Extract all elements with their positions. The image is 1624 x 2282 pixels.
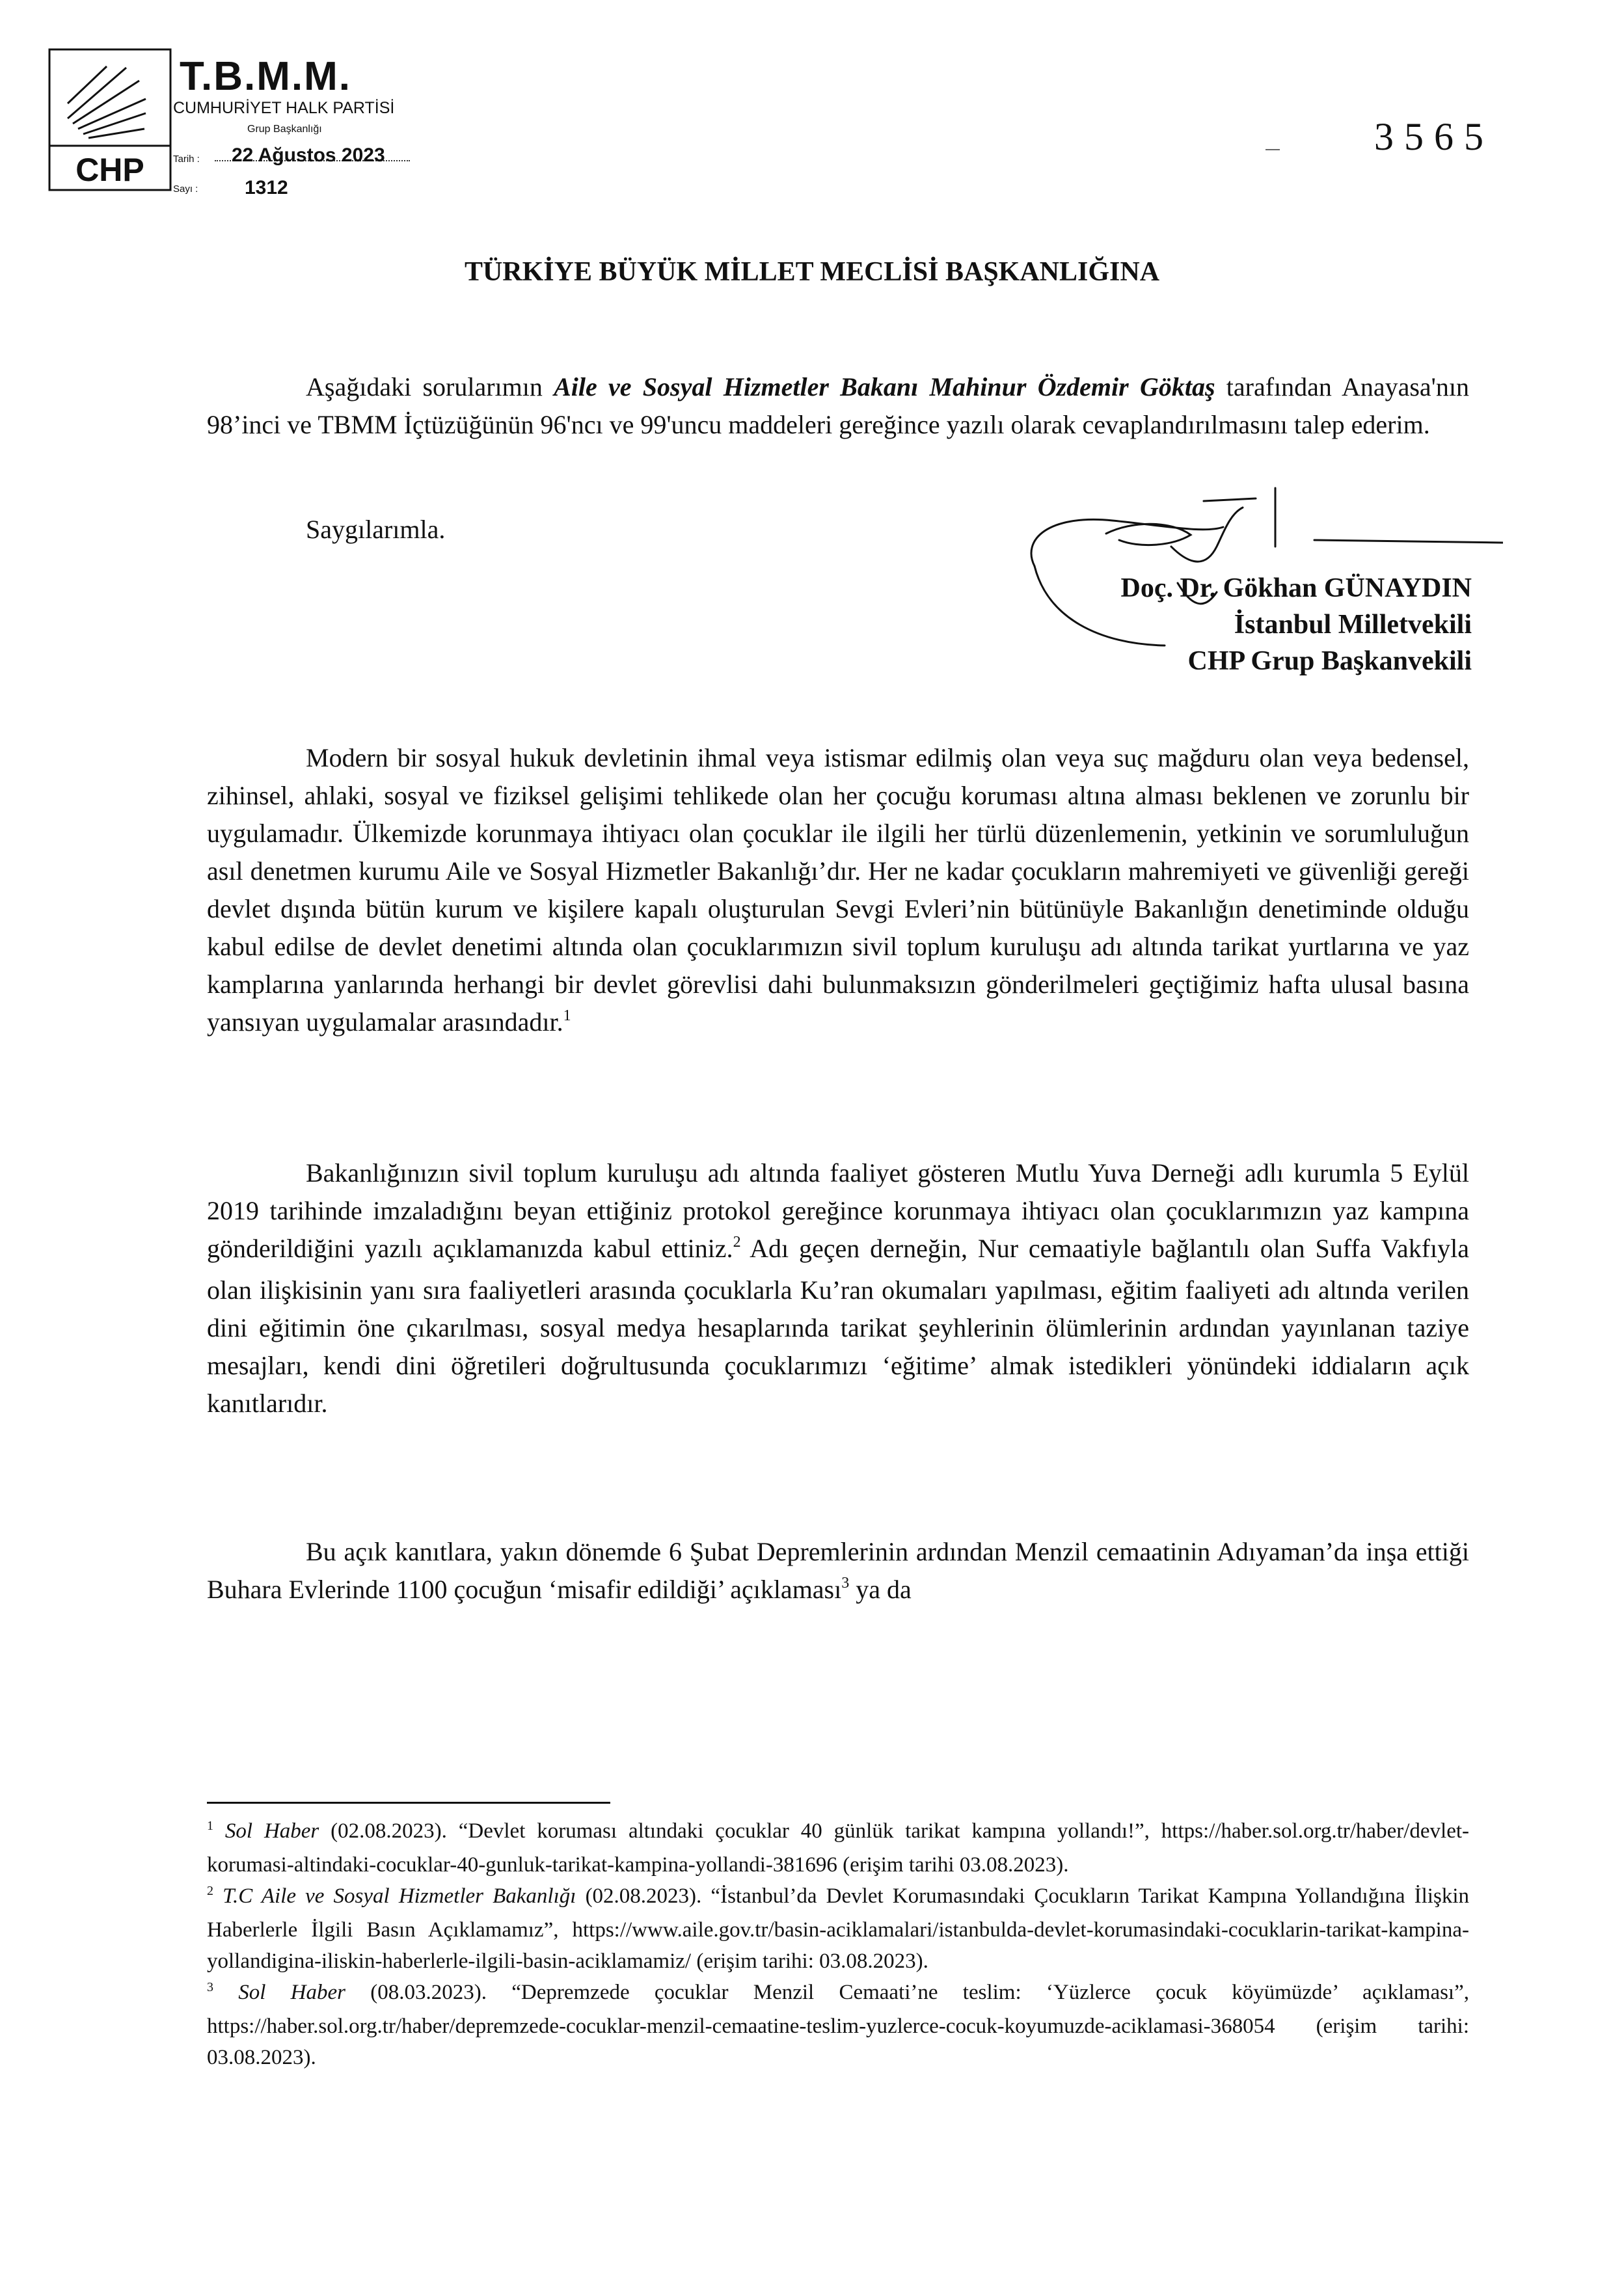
closing-salutation: Saygılarımla. (306, 515, 446, 544)
group-office: Grup Başkanlığı (247, 124, 322, 135)
footnotes (207, 1815, 1469, 2073)
footnote-source: Sol Haber (238, 1981, 346, 2004)
footnote-text: (02.08.2023). “İstanbul’da Devlet Korumasındaki Çocukların Tarikat Kampına Yollandığına İlişkin Haberlerle İlgili Basın Açıklamamız”, https://www.aile.gov.tr/basin-aciklamalari/istanbulda-devlet-korumasindaki-cocuklarin-tarikat-kampina-yollandigina-iliskin-haberlerle-ilgili-basin-aciklamamiz/ (erişim tarihi: 03.08.2023). (207, 1884, 1469, 1973)
body-paragraph-2-text-b: Adı geçen derneğin, Nur cemaatiyle bağlantılı olan Suffa Vakfıyla olan ilişkisinin yanı sıra faaliyetleri arasında çocuklarla Ku’ran okumaları yapılması, eğitim faaliyeti adı altında verilen dini eğitimin öne çıkarılması, sosyal medya hesaplarında tarikat şeyhlerinin ölümlerinin ardından yayınlanan taziye mesajları, kendi dini öğretileri doğrultusunda çocuklarımızı ‘eğitime’ almak istedikleri yönündeki iddiaların açık kanıtlarıdır. (207, 1234, 1469, 1418)
chp-logo (48, 48, 172, 191)
number-value: 1312 (245, 177, 288, 198)
footnote-separator (207, 1802, 610, 1804)
footnote-2 (207, 1881, 1469, 1977)
margin-dash (1265, 149, 1280, 150)
date-label: Tarih : (173, 154, 200, 165)
number-label: Sayı : (173, 183, 198, 195)
footnote-source: Sol Haber (224, 1819, 319, 1843)
body-paragraph-2 (207, 1154, 1469, 1422)
signatory-name: Doç. Dr. Gökhan GÜNAYDIN (1120, 573, 1472, 603)
footnote-3 (207, 1977, 1469, 2073)
body-paragraph-2-text-a: Bakanlığınızın sivil toplum kuruluşu adı altında faaliyet gösteren Mutlu Yuva Derneği adlı kurumla 5 Eylül 2019 tarihinde imzaladığını beyan ettiğiniz protokol gereğince korunmaya ihtiyacı olan çocuklarımızın yaz kampına gönderildiğini yazılı açıklamanızda kabul ettiniz. (207, 1158, 1469, 1263)
logo-text: CHP (75, 152, 144, 188)
footnote-number: 1 (207, 1819, 213, 1833)
six-arrows-icon (68, 66, 146, 138)
footnote-1 (207, 1815, 1469, 1881)
footnote-ref-2: 2 (733, 1234, 741, 1251)
document-number: 3565 (1374, 115, 1494, 158)
letterhead-title: T.B.M.M. (180, 54, 351, 99)
footnote-number: 2 (207, 1884, 213, 1898)
minister-name: Aile ve Sosyal Hizmetler Bakanı Mahinur Özdemir Göktaş (554, 372, 1215, 401)
signature-block (1121, 570, 1472, 679)
footnote-source: T.C Aile ve Sosyal Hizmetler Bakanlığı (223, 1884, 576, 1908)
addressee-heading: TÜRKİYE BÜYÜK MİLLET MECLİSİ BAŞKANLIĞINA (464, 257, 1160, 287)
body-paragraph-1 (207, 739, 1469, 1045)
signatory-title-1: İstanbul Milletvekili (1234, 610, 1472, 640)
footnote-number: 3 (207, 1980, 213, 1994)
body-paragraph-3 (207, 1533, 1469, 1612)
intro-paragraph (207, 368, 1469, 444)
party-name: CUMHURİYET HALK PARTİSİ (173, 99, 395, 117)
signatory-title-2: CHP Grup Başkanvekili (1187, 646, 1472, 676)
footnote-ref-3: 3 (841, 1575, 850, 1592)
footnote-text: (08.03.2023). “Depremzede çocuklar Menzil Cemaati’ne teslim: ‘Yüzlerce çocuk köyümüzde’ açıklaması”, https://haber.sol.org.tr/haber/depremzede-cocuklar-menzil-cemaatine-teslim-yuzlerce-cocuk-koyumuzde-aciklamasi-368054 (erişim tarihi: 03.08.2023). (207, 1981, 1470, 2069)
body-paragraph-1-text: Modern bir sosyal hukuk devletinin ihmal veya istismar edilmiş olan veya suç mağduru olan veya bedensel, zihinsel, ahlaki, sosyal ve fiziksel gelişimi tehlikede olan her çocuğu koruması altına alması beklenen ve zorunlu bir uygulamadır. Ülkemizde korunmaya ihtiyacı olan çocuklar ile ilgili her türlü düzenlemenin, yetkinin ve sorumluluğun asıl denetmen kurumu Aile ve Sosyal Hizmetler Bakanlığı’dır. Her ne kadar çocukların mahremiyeti ve güvenliği gereği devlet dışında bütün kurum ve kişilere kapalı oluşturulan Sevgi Evleri’nin bütünüyle Bakanlığın denetiminde olduğu kabul edilse de devlet denetimi altında olan çocuklarımızın sivil toplum kuruluşu adı altında tarikat yurtlarına ve yaz kamplarına yanlarında herhangi bir devlet görevlisi dahi bulunmaksızın gönderilmeleri geçtiğimiz hafta ulusal basına yansıyan uygulamalar arasındadır. (207, 743, 1469, 1037)
footnote-text: (02.08.2023). “Devlet koruması altındaki çocuklar 40 günlük tarikat kampına yollandı!”, https://haber.sol.org.tr/haber/devlet-korumasi-altindaki-cocuklar-40-gunluk-tarikat-kampina-yollandi-381696 (erişim tarihi 03.08.2023). (207, 1819, 1470, 1877)
intro-text-before: Aşağıdaki sorularımın (306, 372, 554, 401)
body-paragraph-3-text-a: Bu açık kanıtlara, yakın dönemde 6 Şubat Depremlerinin ardından Menzil cemaatinin Adıyaman’da inşa ettiği Buhara Evlerinde 1100 çocuğun ‘misafir edildiği’ açıklaması (207, 1537, 1469, 1604)
body-paragraph-3-text-b: ya da (849, 1575, 912, 1604)
date-value: 22 Ağustos 2023 (232, 144, 385, 166)
intro-text-after: tarafından Anayasa'nın 98’inci ve TBMM İçtüzüğünün 96'ncı ve 99'uncu maddeleri gereğince yazılı olarak cevaplandırılmasını talep ederim. (207, 372, 1469, 439)
footnote-ref-1: 1 (563, 1007, 571, 1024)
